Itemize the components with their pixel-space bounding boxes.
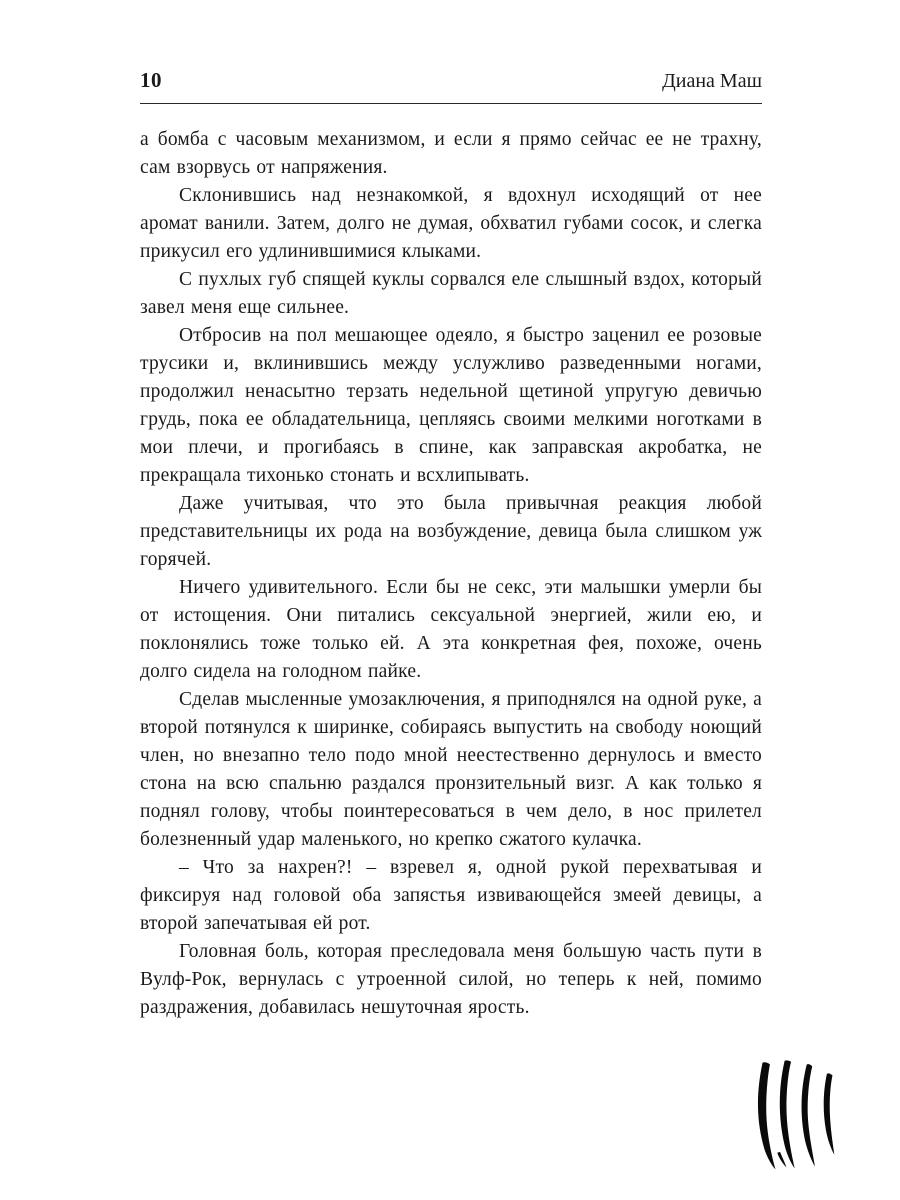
- paragraph: а бомба с часовым механизмом, и если я прямо сейчас ее не трахну, сам взорвусь от напряжения.: [140, 129, 762, 178]
- claw-mark-icon: [746, 1060, 838, 1172]
- paragraph: Отбросив на пол мешающее одеяло, я быстро заценил ее розовые трусики и, вклинившись между услужливо разведенными ногами, продолжил ненасытно терзать недельной щетиной упругую девичью грудь, пока ее обладательница, цепляясь своими мелкими ноготками в мои плечи, и прогибаясь в спине, как заправская акробатка, не прекращала тихонько стонать и всхлипывать.: [140, 325, 762, 486]
- page-number: 10: [140, 68, 162, 92]
- paragraph: Даже учитывая, что это была привычная реакция любой представительницы их рода на возбуждение, девица была слишком уж горячей.: [140, 493, 762, 570]
- paragraph: Головная боль, которая преследовала меня большую часть пути в Вулф-Рок, вернулась с утроенной силой, но теперь к ней, помимо раздражения, добавилась нешуточная ярость.: [140, 941, 762, 1018]
- page-header: [140, 68, 762, 104]
- paragraph: – Что за нахрен?! – взревел я, одной рукой перехватывая и фиксируя над головой оба запястья извивающейся змеей девицы, а второй запечатывая ей рот.: [140, 857, 762, 934]
- paragraph: Ничего удивительного. Если бы не секс, эти малышки умерли бы от истощения. Они питались сексуальной энергией, жили ею, и поклонялись тоже только ей. А эта конкретная фея, похоже, очень долго сидела на голодном пайке.: [140, 577, 762, 682]
- paragraph: Склонившись над незнакомкой, я вдохнул исходящий от нее аромат ванили. Затем, долго не думая, обхватил губами сосок, и слегка прикусил его удлинившимися клыками.: [140, 185, 762, 262]
- running-head-author: Диана Маш: [662, 70, 762, 92]
- paragraph: Сделав мысленные умозаключения, я приподнялся на одной руке, а второй потянулся к ширинке, собираясь выпустить на свободу ноющий член, но внезапно тело подо мной неестественно дернулось и вместо стона на всю спальню раздался пронзительный визг. А как только я поднял голову, чтобы поинтересоваться в чем дело, в нос прилетел болезненный удар маленького, но крепко сжатого кулачка.: [140, 689, 762, 850]
- paragraph: С пухлых губ спящей куклы сорвался еле слышный вздох, который завел меня еще сильнее.: [140, 269, 762, 318]
- body-text: [140, 126, 762, 1022]
